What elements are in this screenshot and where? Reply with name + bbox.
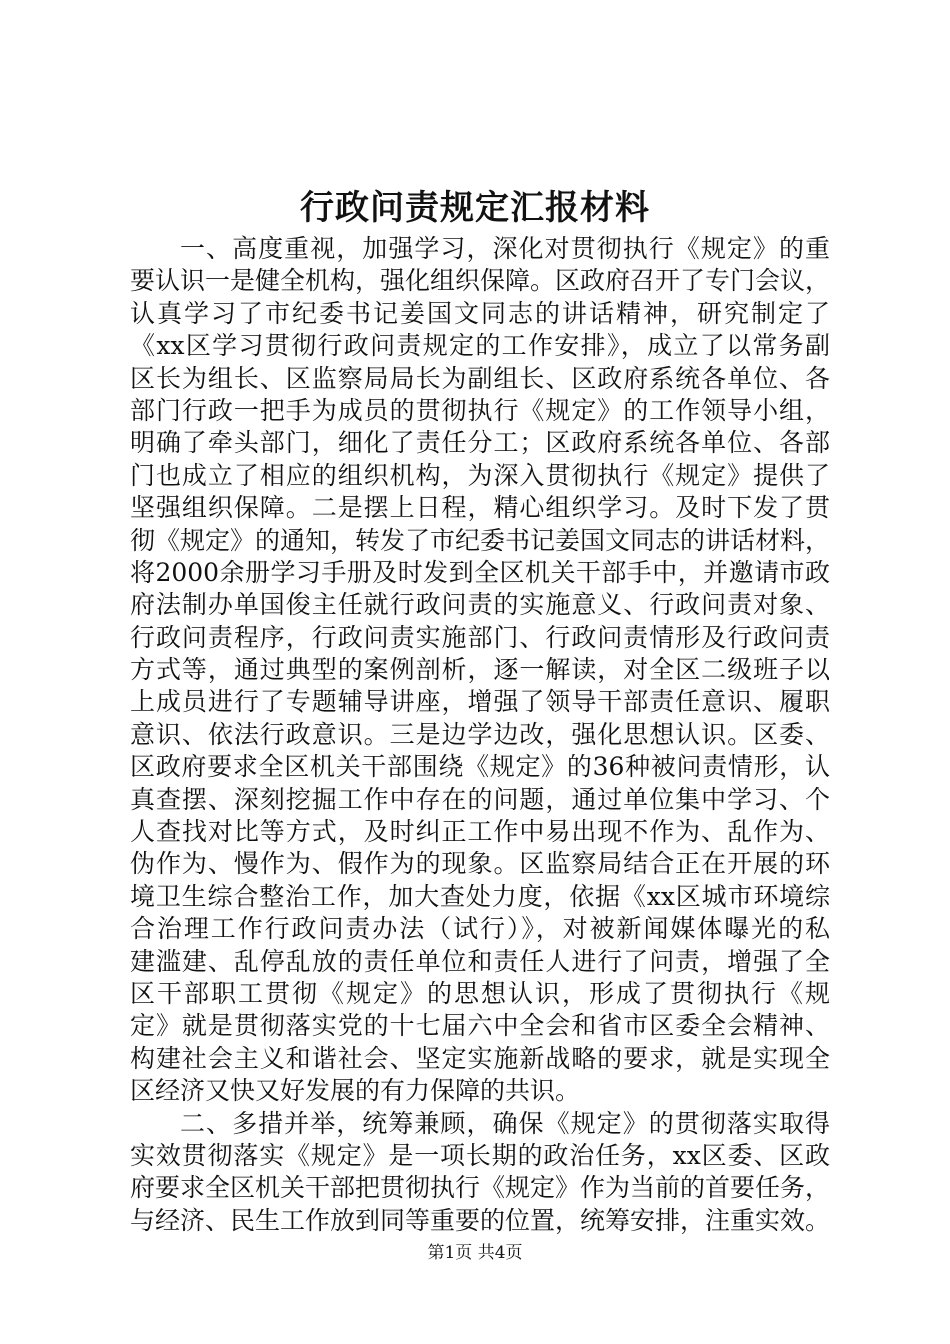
text-line: 区长为组长、区监察局局长为副组长、区政府系统各单位、各 <box>130 363 830 393</box>
text-line: 建滥建、乱停乱放的责任单位和责任人进行了问责，增强了全 <box>130 946 830 976</box>
text-line: 意识、依法行政意识。三是边学边改，强化思想认识。区委、 <box>130 719 830 749</box>
document-body <box>130 233 830 1237</box>
text-line: 合治理工作行政问责办法（试行）》，对被新闻媒体曝光的私 <box>130 914 830 944</box>
text-line: 真查摆、深刻挖掘工作中存在的问题，通过单位集中学习、个 <box>130 784 830 814</box>
text-line: 构建社会主义和谐社会、坚定实施新战略的要求，就是实现全 <box>130 1043 830 1073</box>
text-line: 府法制办单国俊主任就行政问责的实施意义、行政问责对象、 <box>130 590 830 620</box>
text-line: 方式等，通过典型的案例剖析，逐一解读，对全区二级班子以 <box>130 655 830 685</box>
text-line: 《xx区学习贯彻行政问责规定的工作安排》，成立了以常务副 <box>130 331 830 361</box>
text-line: 区干部职工贯彻《规定》的思想认识，形成了贯彻执行《规 <box>130 978 830 1008</box>
text-line: 二、多措并举，统筹兼顾，确保《规定》的贯彻落实取得 <box>180 1108 830 1138</box>
text-line: 区政府要求全区机关干部围绕《规定》的36种被问责情形，认 <box>130 752 830 782</box>
text-line: 行政问责程序，行政问责实施部门、行政问责情形及行政问责 <box>130 622 830 652</box>
text-line: 认真学习了市纪委书记姜国文同志的讲话精神，研究制定了 <box>130 298 830 328</box>
text-line: 门也成立了相应的组织机构，为深入贯彻执行《规定》提供了 <box>130 460 830 490</box>
text-line: 一、高度重视，加强学习，深化对贯彻执行《规定》的重 <box>180 234 830 263</box>
text-line: 与经济、民生工作放到同等重要的位置，统筹安排，注重实效。 <box>130 1205 830 1235</box>
page-number-footer: 第1页 共4页 <box>427 1243 523 1263</box>
paragraph-1 <box>130 233 830 1108</box>
text-line: 实效贯彻落实《规定》是一项长期的政治任务，xx区委、区政 <box>130 1140 830 1170</box>
document-title: 行政问责规定汇报材料 <box>300 188 650 228</box>
text-line: 区经济又快又好发展的有力保障的共识。 <box>130 1076 581 1106</box>
text-line: 府要求全区机关干部把贯彻执行《规定》作为当前的首要任务， <box>130 1173 830 1203</box>
paragraph-2 <box>130 1108 830 1238</box>
text-line: 境卫生综合整治工作，加大查处力度，依据《xx区城市环境综 <box>130 881 830 911</box>
text-line: 坚强组织保障。二是摆上日程，精心组织学习。及时下发了贯 <box>130 493 830 523</box>
text-line: 定》就是贯彻落实党的十七届六中全会和省市区委全会精神、 <box>130 1011 830 1041</box>
text-line: 明确了牵头部门，细化了责任分工；区政府系统各单位、各部 <box>130 428 830 458</box>
text-line: 人查找对比等方式，及时纠正工作中易出现不作为、乱作为、 <box>130 817 830 847</box>
text-line: 彻《规定》的通知，转发了市纪委书记姜国文同志的讲话材料， <box>130 525 830 555</box>
text-line: 上成员进行了专题辅导讲座，增强了领导干部责任意识、履职 <box>130 687 830 717</box>
text-line: 伪作为、慢作为、假作为的现象。区监察局结合正在开展的环 <box>130 849 830 879</box>
text-line: 要认识一是健全机构，强化组织保障。区政府召开了专门会议， <box>130 266 830 296</box>
text-line: 部门行政一把手为成员的贯彻执行《规定》的工作领导小组， <box>130 395 830 425</box>
text-line: 将2000余册学习手册及时发到全区机关干部手中，并邀请市政 <box>130 557 830 587</box>
